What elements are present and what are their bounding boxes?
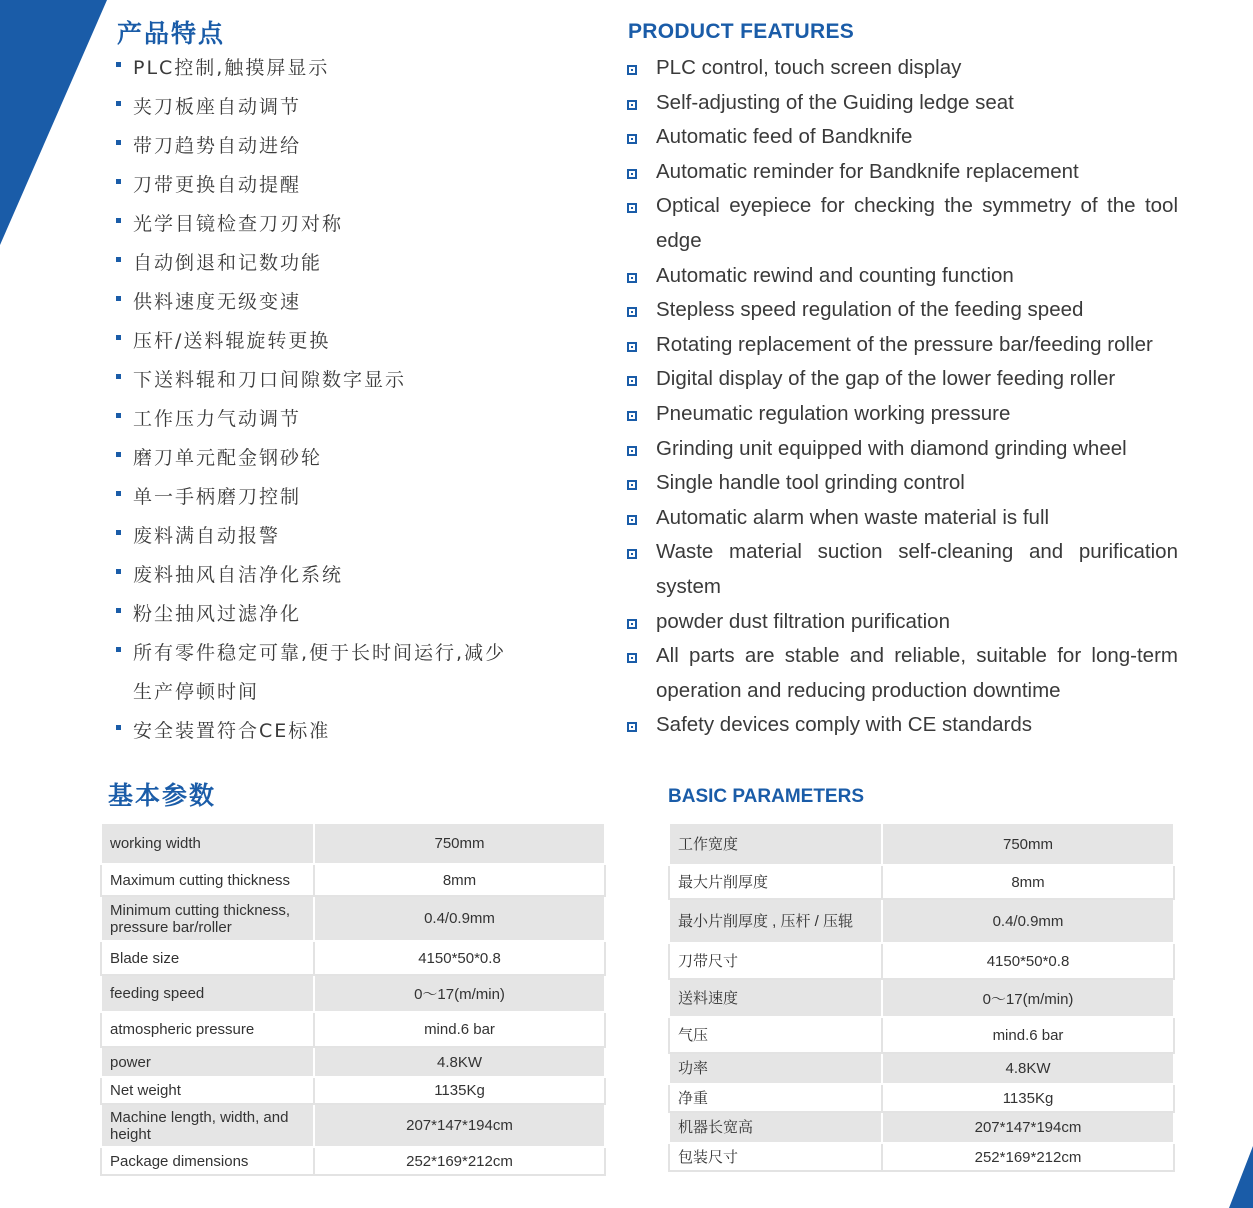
param-label: 工作宽度 — [669, 823, 882, 865]
feature-text: Automatic alarm when waste material is full — [656, 505, 1050, 529]
param-label: Maximum cutting thickness — [101, 864, 314, 896]
feature-text: 废料满自动报警 — [133, 525, 281, 547]
param-label: 最小片削厚度 , 压杆 / 压辊 — [669, 899, 882, 943]
feature-text: powder dust filtration purification — [656, 609, 950, 633]
bullet-icon — [627, 653, 637, 663]
feature-item — [626, 501, 1178, 536]
feature-item — [626, 605, 1178, 640]
feature-text: Automatic reminder for Bandknife replacement — [656, 159, 1079, 183]
params-en-title: BASIC PARAMETERS — [668, 786, 864, 807]
feature-item — [114, 283, 594, 322]
feature-item — [114, 439, 594, 478]
feature-item — [626, 120, 1178, 155]
feature-text: 磨刀单元配金钢砂轮 — [133, 447, 323, 469]
param-label: Machine length, width, and height — [101, 1104, 314, 1147]
feature-text: 下送料辊和刀口间隙数字显示 — [133, 369, 407, 391]
param-label: working width — [101, 823, 314, 864]
bullet-icon — [627, 446, 637, 456]
bullet-icon — [627, 169, 637, 179]
feature-item — [626, 466, 1178, 501]
feature-item — [626, 189, 1178, 258]
param-value: 8mm — [314, 864, 605, 896]
feature-text: 废料抽风自洁净化系统 — [133, 564, 344, 586]
feature-text: Rotating replacement of the pressure bar/feeding roller — [656, 332, 1153, 356]
feature-item — [626, 51, 1178, 86]
bullet-icon — [116, 647, 121, 652]
bullet-icon — [627, 342, 637, 352]
feature-item — [114, 634, 523, 712]
feature-text: Digital display of the gap of the lower feeding roller — [656, 367, 1116, 391]
bullet-icon — [116, 140, 121, 145]
feature-item — [626, 397, 1178, 432]
param-label: Blade size — [101, 941, 314, 975]
table-row — [101, 823, 605, 864]
bullet-icon — [627, 411, 637, 421]
param-label: power — [101, 1047, 314, 1077]
param-value: 252*169*212cm — [314, 1147, 605, 1175]
feature-text: Waste material suction self-cleaning and purification system — [656, 540, 1178, 598]
bullet-icon — [116, 725, 121, 730]
bullet-icon — [627, 480, 637, 490]
feature-text: 自动倒退和记数功能 — [133, 252, 323, 274]
feature-item — [114, 205, 594, 244]
param-value: mind.6 bar — [314, 1012, 605, 1047]
param-value: 8mm — [882, 865, 1174, 899]
features-cn-list — [114, 49, 594, 751]
param-label: 机器长宽高 — [669, 1112, 882, 1143]
feature-item — [114, 517, 594, 556]
table-row — [669, 1017, 1174, 1053]
table-row — [101, 1104, 605, 1147]
table-row — [669, 823, 1174, 865]
table-row — [669, 1084, 1174, 1112]
feature-item — [114, 127, 594, 166]
param-value: 0～17(m/min) — [882, 979, 1174, 1017]
table-row — [669, 899, 1174, 943]
param-value: 1135Kg — [882, 1084, 1174, 1112]
bullet-icon — [116, 335, 121, 340]
param-label: feeding speed — [101, 975, 314, 1012]
feature-text: Optical eyepiece for checking the symmetry of the tool edge — [656, 194, 1178, 252]
param-value: 1135Kg — [314, 1077, 605, 1104]
feature-text: 供料速度无级变速 — [133, 291, 302, 313]
feature-item — [114, 361, 594, 400]
param-value: 4150*50*0.8 — [882, 943, 1174, 979]
bullet-icon — [116, 218, 121, 223]
feature-text: 夹刀板座自动调节 — [133, 96, 302, 118]
feature-item — [114, 49, 594, 88]
param-label: 净重 — [669, 1084, 882, 1112]
bullet-icon — [627, 376, 637, 386]
table-row — [101, 1147, 605, 1175]
params-table-right — [668, 822, 1175, 1172]
table-row — [669, 979, 1174, 1017]
table-row — [101, 1047, 605, 1077]
corner-decoration-bottom-right — [1223, 1146, 1253, 1208]
feature-item — [626, 86, 1178, 121]
feature-item — [114, 595, 594, 634]
bullet-icon — [627, 134, 637, 144]
bullet-icon — [627, 273, 637, 283]
feature-text: Single handle tool grinding control — [656, 471, 965, 495]
param-value: mind.6 bar — [882, 1017, 1174, 1053]
param-value: 4150*50*0.8 — [314, 941, 605, 975]
params-table-left — [100, 822, 606, 1176]
bullet-icon — [116, 491, 121, 496]
bullet-icon — [116, 296, 121, 301]
feature-item — [114, 322, 594, 361]
feature-item — [626, 293, 1178, 328]
feature-text: Grinding unit equipped with diamond grinding wheel — [656, 436, 1127, 460]
features-cn-title: 产品特点 — [117, 19, 226, 48]
feature-text: 压杆/送料辊旋转更换 — [133, 330, 331, 352]
param-label: Minimum cutting thickness, pressure bar/roller — [101, 896, 314, 941]
bullet-icon — [627, 307, 637, 317]
param-label: atmospheric pressure — [101, 1012, 314, 1047]
table-row — [669, 1053, 1174, 1084]
bullet-icon — [627, 549, 637, 559]
param-value: 0.4/0.9mm — [314, 896, 605, 941]
feature-text: Stepless speed regulation of the feeding speed — [656, 298, 1084, 322]
bullet-icon — [116, 101, 121, 106]
table-row — [101, 1012, 605, 1047]
param-value: 750mm — [314, 823, 605, 864]
bullet-icon — [116, 569, 121, 574]
feature-text: 安全装置符合CE标准 — [133, 720, 331, 742]
param-value: 0.4/0.9mm — [882, 899, 1174, 943]
bullet-icon — [627, 203, 637, 213]
param-label: 包装尺寸 — [669, 1143, 882, 1171]
table-row — [669, 943, 1174, 979]
param-label: Package dimensions — [101, 1147, 314, 1175]
feature-item — [626, 259, 1178, 294]
bullet-icon — [627, 722, 637, 732]
feature-item — [114, 400, 594, 439]
table-row — [669, 865, 1174, 899]
feature-item — [114, 244, 594, 283]
param-value: 0～17(m/min) — [314, 975, 605, 1012]
feature-text: 所有零件稳定可靠,便于长时间运行,减少生产停顿时间 — [133, 642, 507, 703]
feature-item — [626, 535, 1178, 604]
param-value: 4.8KW — [314, 1047, 605, 1077]
feature-text: 粉尘抽风过滤净化 — [133, 603, 302, 625]
features-en-list — [626, 51, 1178, 743]
features-en-title: PRODUCT FEATURES — [628, 20, 855, 43]
feature-text: Automatic rewind and counting function — [656, 263, 1014, 287]
params-cn-title: 基本参数 — [108, 781, 217, 810]
feature-item — [626, 639, 1178, 708]
param-label: 最大片削厚度 — [669, 865, 882, 899]
table-row — [101, 975, 605, 1012]
param-value: 750mm — [882, 823, 1174, 865]
feature-text: 刀带更换自动提醒 — [133, 174, 302, 196]
bullet-icon — [627, 619, 637, 629]
param-value: 207*147*194cm — [882, 1112, 1174, 1143]
param-value: 207*147*194cm — [314, 1104, 605, 1147]
table-row — [669, 1143, 1174, 1171]
feature-item — [626, 328, 1178, 363]
param-label: Net weight — [101, 1077, 314, 1104]
bullet-icon — [116, 179, 121, 184]
table-row — [101, 896, 605, 941]
feature-text: Self-adjusting of the Guiding ledge seat — [656, 90, 1014, 114]
feature-text: Pneumatic regulation working pressure — [656, 401, 1011, 425]
feature-item — [626, 432, 1178, 467]
bullet-icon — [627, 65, 637, 75]
bullet-icon — [116, 257, 121, 262]
param-value: 4.8KW — [882, 1053, 1174, 1084]
param-value: 252*169*212cm — [882, 1143, 1174, 1171]
bullet-icon — [627, 100, 637, 110]
bullet-icon — [116, 530, 121, 535]
bullet-icon — [116, 62, 121, 67]
feature-text: Safety devices comply with CE standards — [656, 713, 1032, 737]
table-row — [101, 941, 605, 975]
table-row — [101, 1077, 605, 1104]
feature-item — [114, 478, 594, 517]
feature-item — [626, 155, 1178, 190]
bullet-icon — [116, 413, 121, 418]
bullet-icon — [116, 374, 121, 379]
bullet-icon — [116, 608, 121, 613]
feature-text: PLC control, touch screen display — [656, 56, 962, 79]
feature-text: All parts are stable and reliable, suitable for long-term operation and reducing production downtime — [656, 644, 1178, 702]
table-row — [101, 864, 605, 896]
corner-decoration-top-left — [0, 0, 110, 250]
param-label: 功率 — [669, 1053, 882, 1084]
feature-item — [626, 708, 1178, 743]
bullet-icon — [116, 452, 121, 457]
feature-item — [114, 88, 594, 127]
table-row — [669, 1112, 1174, 1143]
feature-text: Automatic feed of Bandknife — [656, 125, 913, 149]
feature-item — [114, 166, 594, 205]
param-label: 刀带尺寸 — [669, 943, 882, 979]
param-label: 送料速度 — [669, 979, 882, 1017]
feature-text: 工作压力气动调节 — [133, 408, 302, 430]
feature-text: 带刀趋势自动进给 — [133, 135, 302, 157]
feature-text: PLC控制,触摸屏显示 — [133, 57, 330, 79]
feature-text: 光学目镜检查刀刃对称 — [133, 213, 344, 235]
feature-item — [626, 362, 1178, 397]
feature-item — [114, 712, 594, 751]
param-label: 气压 — [669, 1017, 882, 1053]
bullet-icon — [627, 515, 637, 525]
feature-text: 单一手柄磨刀控制 — [133, 486, 302, 508]
feature-item — [114, 556, 594, 595]
